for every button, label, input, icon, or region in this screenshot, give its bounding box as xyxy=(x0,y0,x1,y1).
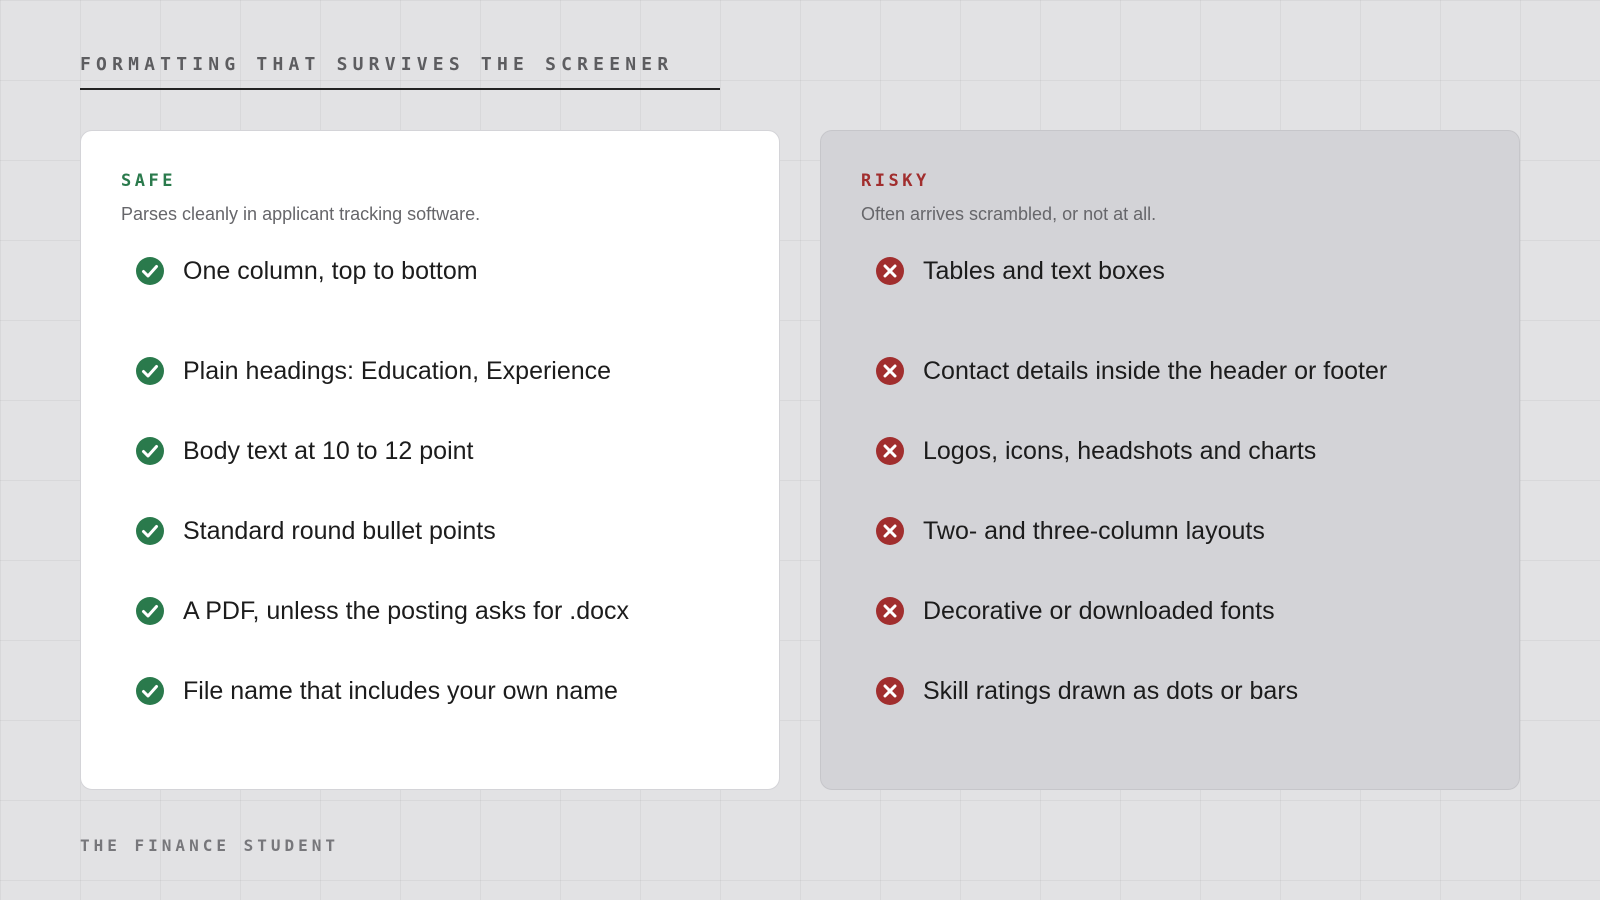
safe-card xyxy=(80,130,780,790)
safe-list-item xyxy=(135,251,739,291)
safe-list-item xyxy=(135,331,739,411)
x-circle-icon xyxy=(875,596,905,626)
safe-item-text: Plain headings: Education, Experience xyxy=(183,357,612,385)
x-circle-icon xyxy=(875,516,905,546)
risky-list-item xyxy=(875,251,1479,291)
risky-list-item xyxy=(875,571,1479,651)
risky-item-text: Logos, icons, headshots and charts xyxy=(923,437,1317,465)
check-circle-icon xyxy=(135,436,165,466)
safe-label: SAFE xyxy=(121,171,176,191)
safe-item-text: File name that includes your own name xyxy=(183,677,618,705)
safe-subtitle: Parses cleanly in applicant tracking software. xyxy=(121,204,481,224)
check-circle-icon xyxy=(135,256,165,286)
check-circle-icon xyxy=(135,516,165,546)
safe-list-item xyxy=(135,491,739,571)
page-title: FORMATTING THAT SURVIVES THE SCREENER xyxy=(80,54,674,75)
safe-item-text: Body text at 10 to 12 point xyxy=(183,437,474,465)
risky-list xyxy=(861,251,1479,731)
x-circle-icon xyxy=(875,436,905,466)
x-circle-icon xyxy=(875,256,905,286)
check-circle-icon xyxy=(135,676,165,706)
footer-brand: THE FINANCE STUDENT xyxy=(80,836,340,855)
risky-item-text: Tables and text boxes xyxy=(923,257,1165,285)
risky-item-text: Skill ratings drawn as dots or bars xyxy=(923,677,1299,705)
safe-list-item xyxy=(135,411,739,491)
check-circle-icon xyxy=(135,596,165,626)
risky-list-item xyxy=(875,331,1479,411)
safe-item-text: A PDF, unless the posting asks for .docx xyxy=(183,597,630,625)
risky-item-text: Contact details inside the header or footer xyxy=(923,357,1388,385)
safe-item-text: Standard round bullet points xyxy=(183,517,496,545)
risky-subtitle: Often arrives scrambled, or not at all. xyxy=(861,204,1157,224)
safe-list-item xyxy=(135,651,739,731)
x-circle-icon xyxy=(875,356,905,386)
check-circle-icon xyxy=(135,356,165,386)
risky-label: RISKY xyxy=(861,171,930,191)
risky-list-item xyxy=(875,651,1479,731)
safe-list-item xyxy=(135,571,739,651)
risky-item-text: Decorative or downloaded fonts xyxy=(923,597,1275,625)
x-circle-icon xyxy=(875,676,905,706)
risky-list-item xyxy=(875,491,1479,571)
risky-list-item xyxy=(875,411,1479,491)
risky-card xyxy=(820,130,1520,790)
safe-list xyxy=(121,251,739,731)
risky-item-text: Two- and three-column layouts xyxy=(923,517,1265,545)
page-title-rule xyxy=(80,52,720,90)
safe-item-text: One column, top to bottom xyxy=(183,257,478,285)
